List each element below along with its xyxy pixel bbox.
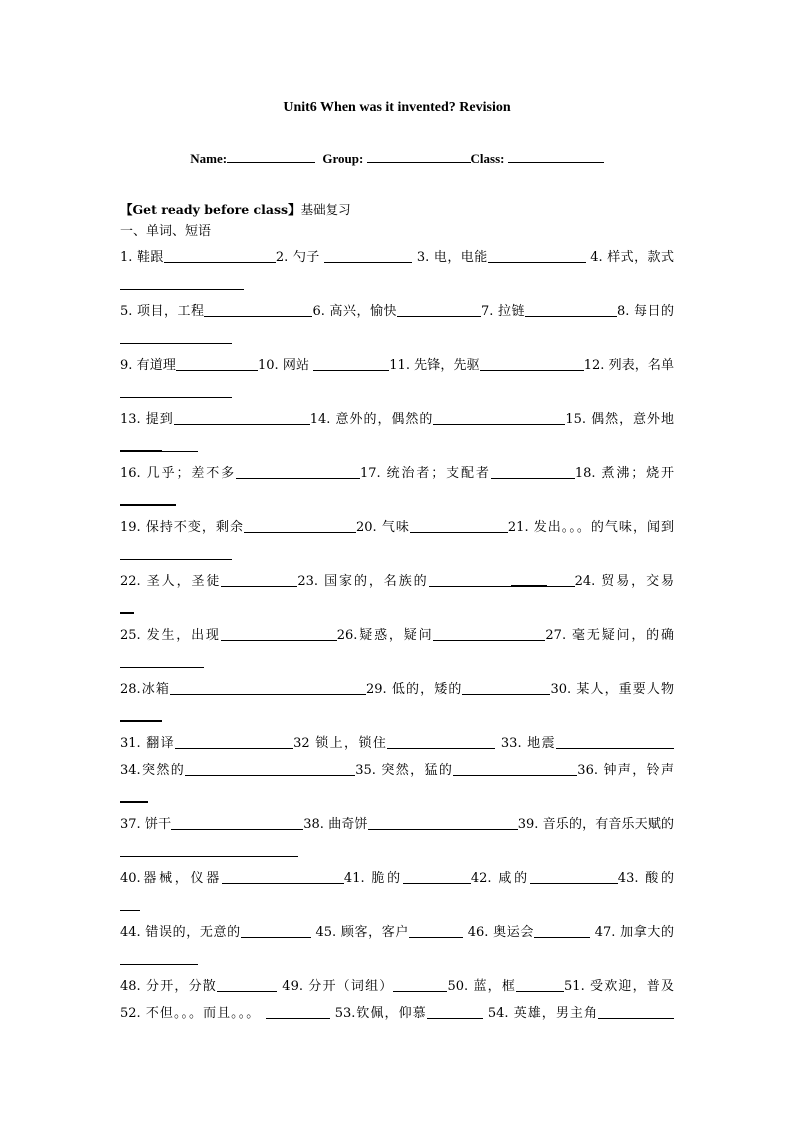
answer-blank[interactable] — [221, 572, 297, 587]
list-line — [120, 298, 674, 325]
vocab-item: 37. 饼干 — [120, 817, 172, 832]
answer-blank[interactable] — [516, 977, 564, 992]
vocab-item: 15. 偶然，意外地 — [565, 412, 674, 427]
subheading: 一、单词、短语 — [120, 224, 212, 239]
vocab-item: 52. 不但。。。而且。。。 — [120, 1006, 261, 1021]
list-line — [120, 622, 674, 649]
vocab-item: 41. 脆的 — [343, 871, 403, 886]
vocab-item: 33. 地震 — [500, 736, 556, 751]
answer-blank[interactable] — [236, 464, 360, 479]
vocab-item: 1. 鞋跟 — [120, 250, 164, 265]
answer-blank[interactable] — [462, 680, 550, 695]
vocab-item: 25. 发生，出现 — [120, 628, 221, 643]
answer-blank[interactable] — [222, 869, 344, 884]
vocab-item: 40.器械，仪器 — [120, 871, 222, 886]
answer-blank[interactable] — [120, 787, 148, 803]
list-line — [120, 541, 674, 568]
list-line — [120, 811, 674, 838]
list-line — [120, 730, 674, 757]
vocab-item: 24. 贸易，交易 — [574, 574, 674, 589]
class-field[interactable] — [508, 150, 604, 163]
name-label: Name: — [190, 151, 228, 166]
answer-blank[interactable] — [511, 571, 547, 587]
vocab-item: 32 锁上，锁住 — [293, 736, 388, 751]
vocab-item: 31. 翻译 — [120, 736, 176, 751]
answer-blank[interactable] — [120, 896, 140, 911]
list-line — [120, 946, 674, 973]
vocab-item: 49. 分开（词组） — [282, 979, 394, 994]
vocab-item: 7. 拉链 — [480, 304, 525, 319]
list-line — [120, 406, 674, 433]
answer-blank[interactable] — [244, 518, 356, 533]
answer-blank[interactable] — [174, 410, 310, 425]
vocab-item: 17. 统治者；支配者 — [359, 466, 491, 481]
vocab-item: 20. 气味 — [356, 520, 410, 535]
class-label: Class: — [470, 151, 505, 166]
vocab-list — [120, 244, 674, 1027]
answer-blank[interactable] — [120, 383, 232, 398]
answer-blank[interactable] — [403, 869, 471, 884]
list-line — [120, 892, 674, 919]
vocab-item: 21. 发出。。。的气味，闻到 — [507, 520, 674, 535]
answer-blank[interactable] — [313, 356, 389, 371]
answer-blank[interactable] — [120, 706, 162, 722]
vocab-item: 47. 加拿大的 — [594, 925, 674, 940]
list-line — [120, 487, 674, 514]
answer-blank[interactable] — [217, 977, 277, 992]
answer-blank[interactable] — [170, 680, 366, 695]
vocab-item: 45. 顾客，客户 — [315, 925, 409, 940]
list-line — [120, 433, 674, 460]
vocab-item: 2. 勺子 — [275, 250, 320, 265]
answer-blank[interactable] — [530, 869, 618, 884]
list-line — [120, 514, 674, 541]
vocab-item: 5. 项目，工程 — [120, 304, 205, 319]
list-line — [120, 379, 674, 406]
vocab-item: 36. 钟声，铃声 — [577, 763, 674, 778]
answer-blank[interactable] — [387, 734, 495, 749]
vocab-item: 43. 酸的 — [617, 871, 675, 886]
list-line — [120, 271, 674, 298]
vocab-item: 34.突然的 — [120, 763, 186, 778]
answer-blank[interactable] — [162, 437, 198, 452]
vocab-item: 3. 电，电能 — [416, 250, 488, 265]
answer-blank[interactable] — [410, 518, 508, 533]
list-line — [120, 325, 674, 352]
section-label-en: 【Get ready before class】 — [120, 202, 301, 217]
group-label: Group: — [322, 151, 364, 166]
list-line — [120, 568, 674, 595]
name-field[interactable] — [227, 150, 315, 163]
answer-blank[interactable] — [393, 977, 447, 992]
list-line — [120, 352, 674, 379]
answer-blank[interactable] — [488, 248, 586, 263]
answer-blank[interactable] — [453, 761, 577, 776]
vocab-item: 19. 保持不变，剩余 — [120, 520, 245, 535]
vocab-item: 6. 高兴，愉快 — [312, 304, 397, 319]
vocab-item: 51. 受欢迎，普及 — [564, 979, 674, 994]
vocab-item: 42. 咸的 — [470, 871, 530, 886]
vocab-item: 13. 提到 — [120, 412, 174, 427]
answer-blank[interactable] — [120, 950, 198, 965]
vocab-item: 44. 错误的，无意的 — [120, 925, 241, 940]
answer-blank[interactable] — [534, 923, 590, 938]
answer-blank[interactable] — [164, 248, 276, 263]
student-info-line — [0, 150, 794, 167]
vocab-item: 9. 有道理 — [120, 358, 176, 373]
answer-blank[interactable] — [120, 653, 204, 668]
list-line — [120, 784, 674, 811]
answer-blank[interactable] — [409, 923, 463, 938]
vocab-item: 29. 低的，矮的 — [366, 682, 463, 697]
list-line — [120, 460, 674, 487]
vocab-item: 10. 网站 — [257, 358, 310, 373]
group-field[interactable] — [367, 150, 471, 163]
vocab-item: 22. 圣人，圣徒 — [120, 574, 222, 589]
vocab-item: 16. 几乎；差不多 — [120, 466, 236, 481]
vocab-item: 18. 煮沸；烧开 — [574, 466, 675, 481]
list-line — [120, 865, 674, 892]
list-line — [120, 757, 674, 784]
vocab-item: 14. 意外的，偶然的 — [309, 412, 434, 427]
answer-blank[interactable] — [176, 356, 258, 371]
list-line — [120, 973, 674, 1000]
vocab-item: 26.疑惑，疑问 — [336, 628, 434, 643]
answer-blank[interactable] — [397, 302, 481, 317]
answer-blank[interactable] — [598, 1004, 674, 1019]
answer-blank[interactable] — [120, 329, 232, 344]
answer-blank[interactable] — [480, 356, 584, 371]
vocab-item: 12. 列表，名单 — [583, 358, 674, 373]
vocab-item: 54. 英雄，男主角 — [487, 1006, 598, 1021]
list-line — [120, 595, 674, 622]
answer-blank[interactable] — [120, 598, 134, 614]
answer-blank[interactable] — [120, 490, 176, 506]
answer-blank[interactable] — [241, 923, 311, 938]
answer-blank[interactable] — [433, 626, 545, 641]
vocab-item: 28.冰箱 — [120, 682, 170, 697]
list-line — [120, 244, 674, 271]
list-line — [120, 703, 674, 730]
section-heading — [120, 200, 351, 218]
page-title: Unit6 When was it invented? Revision — [283, 100, 511, 115]
vocab-item: 11. 先锋，先驱 — [389, 358, 480, 373]
answer-blank[interactable] — [491, 464, 575, 479]
list-line — [120, 919, 674, 946]
vocab-item: 23. 国家的，名族的 — [297, 574, 429, 589]
list-line — [120, 838, 674, 865]
answer-blank[interactable] — [266, 1004, 330, 1019]
answer-blank[interactable] — [547, 572, 575, 587]
vocab-item: 4. 样式，款式 — [590, 250, 674, 265]
answer-blank[interactable] — [171, 815, 303, 830]
vocab-item: 46. 奥运会 — [467, 925, 534, 940]
vocab-item: 38. 曲奇饼 — [303, 817, 368, 832]
answer-blank[interactable] — [368, 815, 518, 830]
answer-blank[interactable] — [433, 410, 565, 425]
vocab-item: 39. 音乐的，有音乐天赋的 — [517, 817, 675, 832]
answer-blank[interactable] — [120, 436, 162, 452]
answer-blank[interactable] — [525, 302, 617, 317]
answer-blank[interactable] — [120, 545, 232, 560]
answer-blank[interactable] — [120, 842, 298, 857]
vocab-item: 50. 蓝，框 — [447, 979, 517, 994]
section-label-cn: 基础复习 — [300, 202, 351, 217]
vocab-item: 30. 某人，重要人物 — [550, 682, 674, 697]
vocab-item: 48. 分开，分散 — [120, 979, 217, 994]
vocab-item: 27. 毫无疑问，的确 — [545, 628, 674, 643]
list-line — [120, 1000, 674, 1027]
list-line — [120, 649, 674, 676]
vocab-item: 8. 每日的 — [616, 304, 674, 319]
answer-blank[interactable] — [427, 1004, 483, 1019]
answer-blank[interactable] — [324, 248, 412, 263]
answer-blank[interactable] — [221, 626, 337, 641]
answer-blank[interactable] — [120, 275, 244, 290]
vocab-item: 35. 突然，猛的 — [355, 763, 454, 778]
answer-blank[interactable] — [429, 572, 511, 587]
answer-blank[interactable] — [204, 302, 312, 317]
answer-blank[interactable] — [556, 734, 674, 749]
answer-blank[interactable] — [175, 734, 293, 749]
vocab-item: 53.钦佩，仰慕 — [334, 1006, 427, 1021]
answer-blank[interactable] — [185, 761, 355, 776]
list-line — [120, 676, 674, 703]
